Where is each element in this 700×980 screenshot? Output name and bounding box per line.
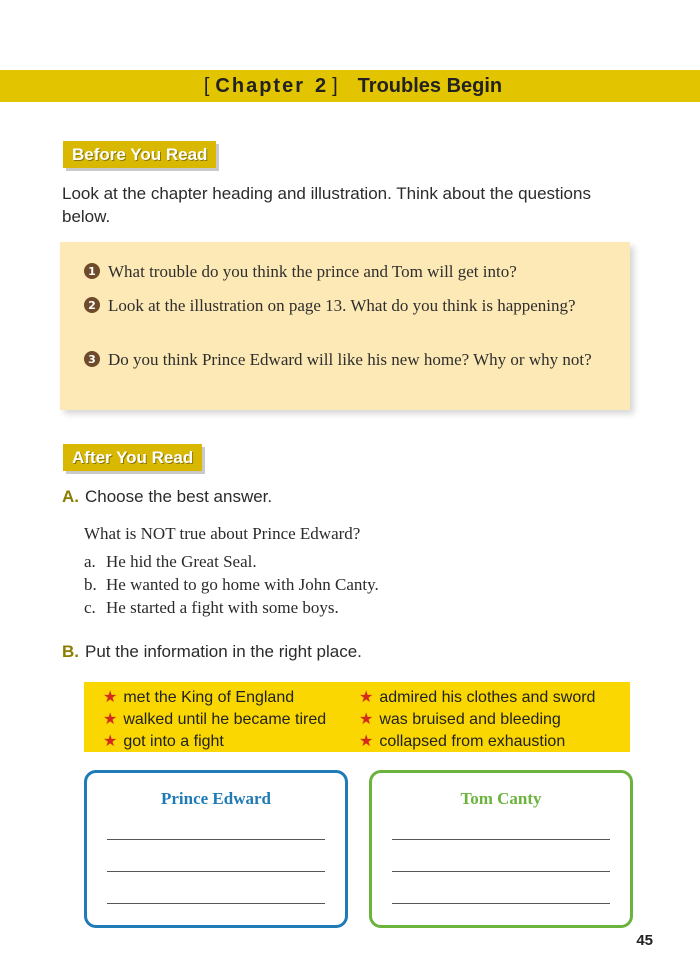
word-bank-item[interactable] [359, 731, 565, 751]
word-bank-item[interactable] [359, 687, 595, 707]
chapter-number: 2 [314, 74, 327, 97]
before-you-read-heading: Before You Read [63, 141, 216, 168]
discussion-questions-box [60, 242, 630, 410]
after-you-read-heading: After You Read [63, 444, 202, 471]
word-bank-text: was bruised and bleeding [379, 711, 561, 728]
answer-option-text: He started a fight with some boys. [106, 598, 339, 617]
answer-line[interactable] [107, 839, 325, 840]
answer-option-letter: c. [84, 598, 96, 617]
answer-line[interactable] [107, 903, 325, 904]
section-a-letter: A. [62, 487, 79, 506]
question-item [84, 348, 604, 371]
section-a-question: What is NOT true about Prince Edward? [84, 524, 361, 543]
prince-edward-card [84, 770, 348, 928]
section-b-heading [62, 642, 362, 662]
word-bank-item[interactable] [359, 709, 561, 729]
answer-option-letter: b. [84, 575, 97, 594]
answer-line[interactable] [392, 871, 610, 872]
tom-canty-card-title: Tom Canty [460, 789, 542, 808]
answer-line[interactable] [392, 839, 610, 840]
star-icon: ★ [359, 733, 374, 750]
answer-option-letter: a. [84, 552, 96, 571]
question-number-badge: 3 [84, 351, 100, 367]
prince-edward-card-title: Prince Edward [160, 789, 272, 808]
before-you-read-instruction: Look at the chapter heading and illustration. Think about the questions below. [62, 184, 591, 226]
chapter-bracket-close: ] [332, 74, 338, 97]
question-text: Look at the illustration on page 13. What do you think is happening? [108, 296, 576, 315]
section-b-instruction: Put the information in the right place. [85, 642, 362, 661]
word-bank-item[interactable] [103, 731, 224, 751]
star-icon: ★ [359, 711, 374, 728]
question-number-badge: 1 [84, 263, 100, 279]
star-icon: ★ [103, 711, 118, 728]
star-icon: ★ [359, 689, 374, 706]
chapter-bracket-open: [ [203, 74, 210, 97]
star-icon: ★ [103, 689, 118, 706]
section-a-heading [62, 487, 272, 507]
question-text: What trouble do you think the prince and Tom will get into? [108, 262, 517, 281]
question-text: Do you think Prince Edward will like his new home? Why or why not? [108, 350, 592, 369]
answer-option[interactable] [84, 575, 379, 595]
word-bank-text: walked until he became tired [123, 711, 327, 728]
chapter-title: Troubles Begin [357, 74, 503, 97]
answer-option[interactable] [84, 598, 339, 618]
word-bank-item[interactable] [103, 687, 294, 707]
word-bank-text: admired his clothes and sword [379, 689, 596, 706]
tom-canty-card [369, 770, 633, 928]
section-a-instruction: Choose the best answer. [85, 487, 273, 506]
word-bank-text: collapsed from exhaustion [379, 733, 566, 750]
page-number: 45 [636, 932, 653, 949]
answer-line[interactable] [107, 871, 325, 872]
answer-option-text: He hid the Great Seal. [106, 552, 257, 571]
answer-line[interactable] [392, 903, 610, 904]
answer-option-text: He wanted to go home with John Canty. [106, 575, 379, 594]
word-bank-text: got into a fight [123, 733, 224, 750]
question-item [84, 260, 604, 283]
chapter-label: Chapter [215, 74, 305, 97]
star-icon: ★ [103, 733, 118, 750]
question-number-badge: 2 [84, 297, 100, 313]
word-bank-text: met the King of England [123, 689, 295, 706]
word-bank [84, 682, 630, 752]
question-item [84, 294, 604, 317]
word-bank-item[interactable] [103, 709, 326, 729]
answer-option[interactable] [84, 552, 257, 572]
chapter-header-bar [0, 70, 700, 102]
section-b-letter: B. [62, 642, 79, 661]
